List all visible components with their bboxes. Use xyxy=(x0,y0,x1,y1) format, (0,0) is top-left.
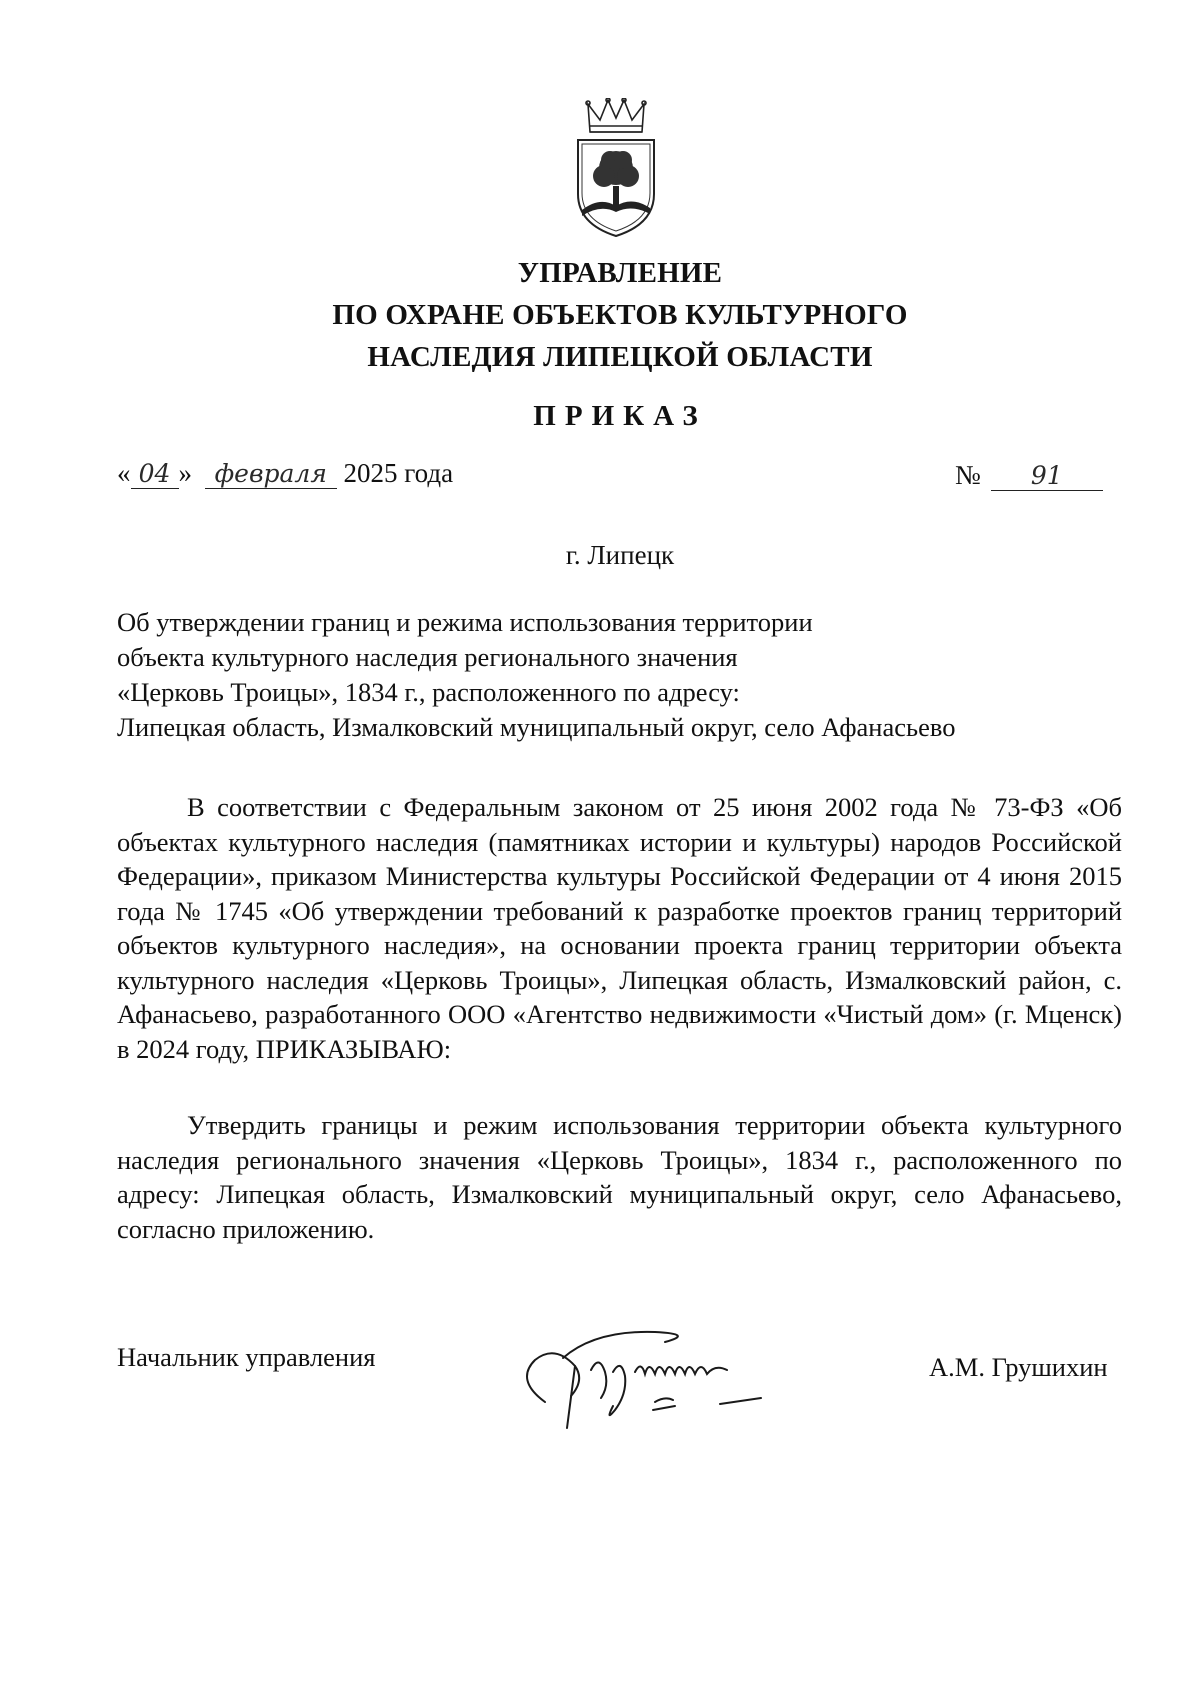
number-value: 91 xyxy=(991,461,1103,491)
signatory-title: Начальник управления xyxy=(117,1342,376,1372)
order-subject xyxy=(117,605,955,745)
city: г. Липецк xyxy=(565,540,675,570)
date-month: февраля xyxy=(205,459,337,489)
handwritten-signature xyxy=(505,1310,835,1440)
order-number xyxy=(955,460,1103,491)
document-type: ПРИКАЗ xyxy=(533,400,707,432)
header-line-2: ПО ОХРАНЕ ОБЪЕКТОВ КУЛЬТУРНОГО xyxy=(332,299,908,331)
order-date xyxy=(117,458,453,489)
header-line-1: УПРАВЛЕНИЕ xyxy=(517,257,723,289)
organization-header xyxy=(0,252,1200,378)
date-close-quote: » xyxy=(178,458,192,488)
subject-line-4: Липецкая область, Измалковский муниципальный округ, село Афанасьево xyxy=(117,712,956,742)
body-paragraph-1: В соответствии с Федеральным законом от 25 июня 2002 года № 73-ФЗ «Об объектах культурного наследия (памятниках истории и культуры) народов Российской Федерации», приказом Министерства культуры Российской Федерации от 4 июня 2015 года № 1745 «Об утверждении требований к разработке проектов границ территорий объектов культурного наследия», на основании проекта границ территории объекта культурного наследия «Церковь Троицы», Липецкая область, Измалковский район, с. Афанасьево, разработанного ООО «Агентство недвижимости «Чистый дом» (г. Мценск) в 2024 году, ПРИКАЗЫВАЮ: xyxy=(117,792,1122,1064)
coat-of-arms-icon xyxy=(568,98,664,238)
body-paragraph-2: Утвердить границы и режим использования территории объекта культурного наследия регионального значения «Церковь Троицы», 1834 г., расположенного по адресу: Липецкая область, Измалковский муниципальный округ, село Афанасьево, согласно приложению. xyxy=(117,1110,1122,1244)
date-open-quote: « xyxy=(117,458,131,488)
subject-line-1: Об утверждении границ и режима использования территории xyxy=(117,607,813,637)
subject-line-3: «Церковь Троицы», 1834 г., расположенного по адресу: xyxy=(117,677,740,707)
subject-line-2: объекта культурного наследия регионального значения xyxy=(117,642,738,672)
date-day: 04 xyxy=(131,459,179,489)
number-label: № xyxy=(955,460,981,490)
signatory-name: А.М. Грушихин xyxy=(929,1352,1108,1382)
date-year: 2025 года xyxy=(343,458,454,488)
header-line-3: НАСЛЕДИЯ ЛИПЕЦКОЙ ОБЛАСТИ xyxy=(367,341,873,373)
